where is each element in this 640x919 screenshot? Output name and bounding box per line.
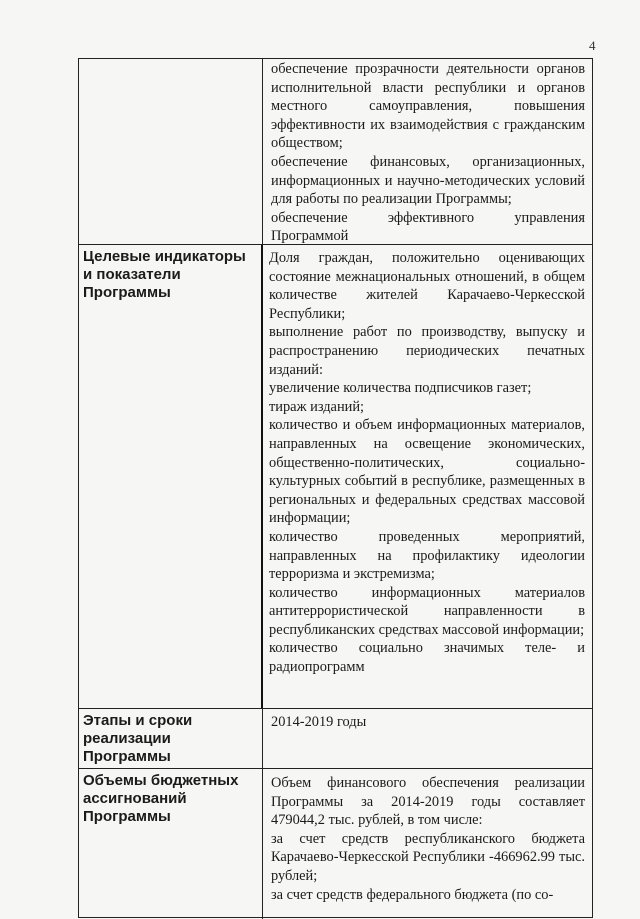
- row-label-budget: Объемы бюджетных ассигнований Программы: [79, 769, 263, 919]
- table-row-objectives: [79, 59, 592, 245]
- table-row-indicators: [79, 245, 592, 709]
- paragraph: увеличение количества подписчиков газет;: [269, 380, 532, 397]
- paragraph: количество и объем информационных материалов, направленных на освещение экономических, общественно-политических, социально-культурных событий в республике, размещенных в региональных и федеральных средствах массовой информации;: [269, 417, 585, 527]
- table-row-budget: [79, 769, 592, 919]
- paragraph: Доля граждан, положительно оценивающих состояние межнациональных отношений, в общем количестве жителей Карачаево-Черкесской Республики;: [269, 250, 585, 322]
- row-label-empty: [79, 59, 263, 244]
- program-passport-table: [78, 58, 593, 918]
- row-content-indicators: [263, 245, 592, 708]
- paragraph: количество социально значимых теле- и радиопрограмм: [269, 640, 585, 676]
- paragraph: за счет средств республиканского бюджета Карачаево-Черкесской Республики -466962.99 тыс. рублей;: [271, 830, 585, 884]
- paragraph: тираж изданий;: [269, 398, 365, 415]
- row-content-objectives: [265, 59, 592, 244]
- paragraph: количество проведенных мероприятий, направленных на профилактику идеологии терроризма и экстремизма;: [269, 528, 585, 583]
- row-label-indicators: Целевые индикаторы и показатели Программы: [79, 245, 263, 708]
- paragraph: за счет средств федерального бюджета (по со-: [271, 886, 554, 903]
- paragraph: Объем финансового обеспечения реализации Программы за 2014-2019 годы составляет 479044,2 тыс. рублей, в том числе:: [271, 775, 585, 829]
- paragraph: обеспечение прозрачности деятельности органов исполнительной власти республики и органов местного самоуправления, повышения эффективности их взаимодействия с гражданским обществом;: [271, 61, 585, 152]
- table-row-stages: [79, 709, 592, 769]
- paragraph: обеспечение финансовых, организационных, информационных и научно-методических условий для работы по реализации Программы;: [271, 153, 585, 208]
- paragraph: выполнение работ по производству, выпуску и распространению периодических печатных изданий:: [269, 324, 585, 378]
- row-content-budget: [265, 769, 592, 919]
- paragraph: 2014-2019 годы: [271, 714, 367, 730]
- paragraph: обеспечение эффективного управления Программой: [271, 209, 585, 244]
- page-number: 4: [589, 38, 596, 53]
- row-label-stages: Этапы и сроки реализации Программы: [79, 709, 263, 768]
- row-content-stages: [265, 709, 592, 768]
- paragraph: количество информационных материалов антитеррористической направленности в республиканских средствах массовой информации;: [269, 584, 585, 638]
